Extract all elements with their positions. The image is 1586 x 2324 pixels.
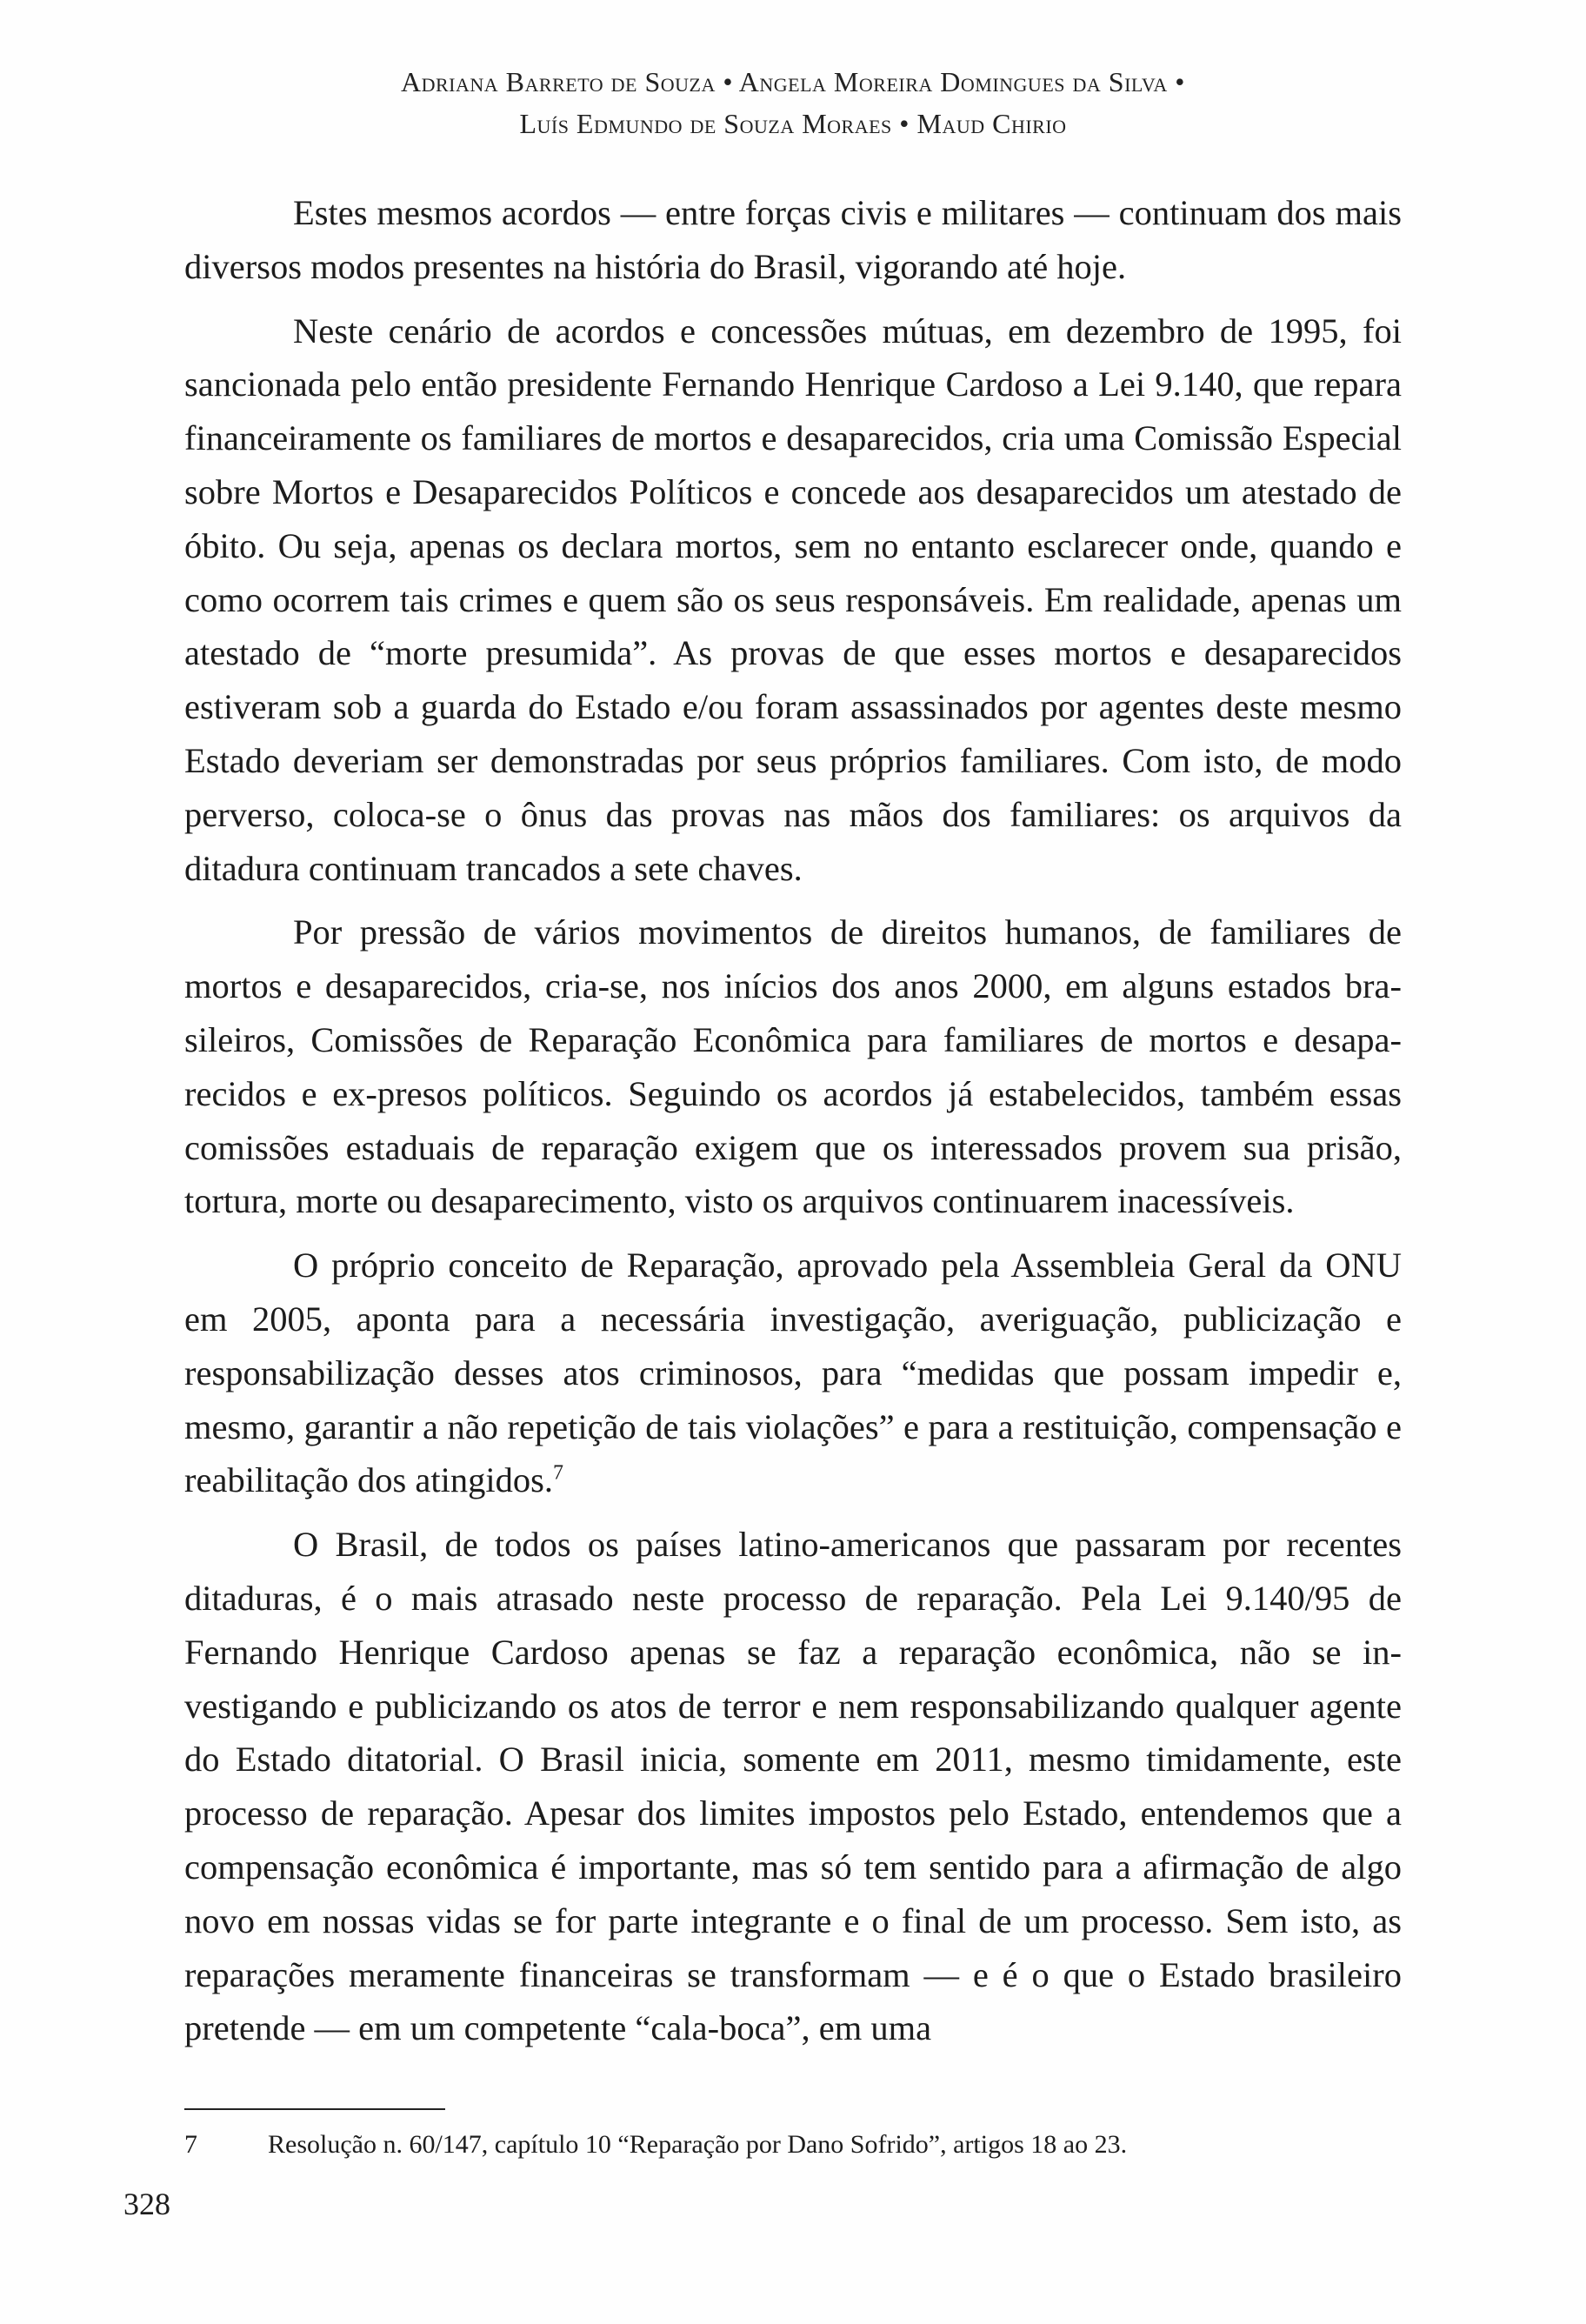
paragraph-1-text: Estes mesmos acordos — entre forças civis e militares — continuam dos mais diversos modos presentes na história do Brasil, vigorando até hoje. [184,193,1402,286]
running-head [174,61,1412,144]
footnote-divider [184,2108,445,2110]
paragraph-3 [184,905,1402,1228]
paragraph-2-text: Neste cenário de acordos e concessões mútuas, em dezembro de 1995, foi sancionada pelo então presidente Fernando Henrique Cardoso a Lei 9.140, que repara financeiramente os familiares de mortos e desaparecidos, cria uma Comissão Especial sobre Mortos e Desaparecidos Políticos e concede aos desaparecidos um atestado de óbito. Ou seja, apenas os declara mortos, sem no entanto esclarecer onde, quando e como ocorrem tais crimes e quem são os seus responsáveis. Em realidade, apenas um atestado de “morte presumida”. As provas de que esses mortos e desaparecidos estiveram sob a guarda do Estado e/ou foram assassinados por agentes deste mesmo Estado deveriam ser demonstradas por seus próprios familiares. Com isto, de modo perverso, coloca-se o ônus das provas nas mãos dos familiares: os arquivos da ditadura continuam trancados a sete chaves. [184,311,1402,888]
paragraph-1 [184,186,1402,294]
page-number: 328 [123,2187,170,2221]
running-head-authors-line-2: Luís Edmundo de Souza Moraes • Maud Chirio [519,108,1067,139]
paragraph-2 [184,304,1402,896]
footnote-reference[interactable]: 7 [553,1461,564,1485]
footnote-text: Resolução n. 60/147, capítulo 10 “Reparação por Dano Sofrido”, artigos 18 ao 23. [268,2130,1128,2159]
paragraph-4 [184,1239,1402,1507]
running-head-authors-line-1: Adriana Barreto de Souza • Angela Moreira Domingues da Silva • [401,66,1185,97]
paragraph-5-text: O Brasil, de todos os países latino-americanos que passaram por recentes ditaduras, é o mais atrasado neste processo de reparação. Pela Lei 9.140/95 de Fernando Henrique Cardoso apenas se faz a reparação econômica, não se investigando e publicizando os atos de terror e nem responsabilizando qualquer agente do Estado ditatorial. O Brasil inicia, somente em 2011, mesmo timidamente, este processo de reparação. Apesar dos limites impostos pelo Estado, entendemos que a compensação econômica é importante, mas só tem sentido para a afirmação de algo novo em nossas vidas se for parte integrante e o final de um processo. Sem isto, as reparações meramente financeiras se transformam — e é o que o Estado brasileiro pretende — em um competente “cala-boca”, em uma [184,1525,1402,2048]
paragraph-5 [184,1518,1402,2055]
paragraph-3-text: Por pressão de vários movimentos de direitos humanos, de familiares de mortos e desaparecidos, cria-se, nos inícios dos anos 2000, em alguns estados brasileiros, Comissões de Reparação Econômica para familiares de mortos e desaparecidos e ex-presos políticos. Seguindo os acordos já estabelecidos, também essas comissões estaduais de reparação exigem que os interessados provem sua prisão, tortura, morte ou desaparecimento, visto os arquivos continuarem inacessíveis. [184,912,1402,1221]
footnote-number: 7 [184,2130,197,2159]
footnote [184,2127,1402,2162]
body-text [184,186,1402,2066]
paragraph-4-text: O próprio conceito de Reparação, aprovado pela Assembleia Geral da ONU em 2005, aponta para a necessária investigação, averiguação, publicização e responsabilização desses atos criminosos, para “medidas que possam impedir e, mesmo, garantir a não repetição de tais violações” e para a restituição, compensação e reabilitação dos atingidos. [184,1245,1402,1500]
